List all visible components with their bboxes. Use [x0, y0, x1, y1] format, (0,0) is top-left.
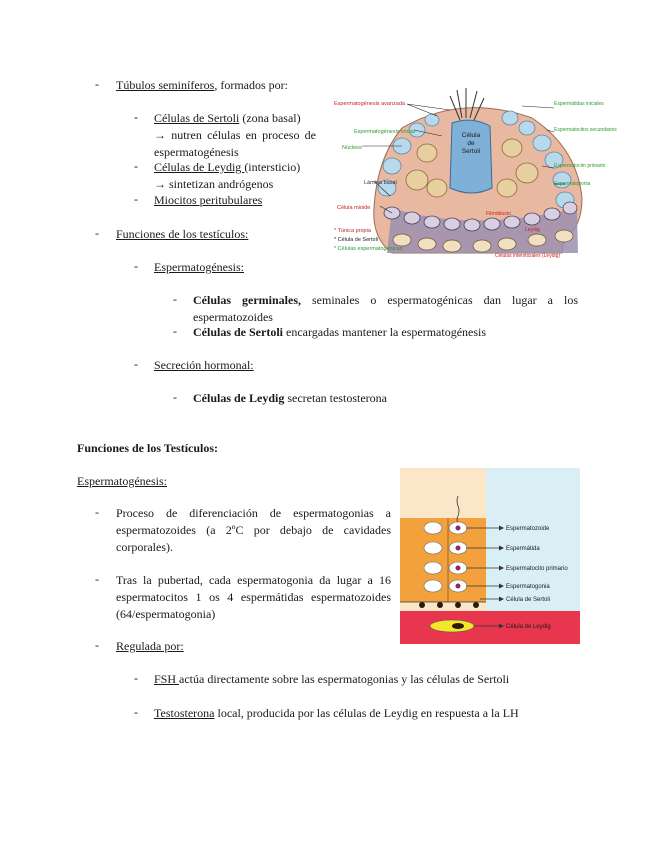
- leydig-desc: sintetizan andrógenos: [166, 177, 274, 191]
- bullet-dash: -: [134, 110, 138, 124]
- legend-item-2: * Células espermatogénicas: [334, 246, 403, 252]
- tubulos-rest: , formados por:: [214, 78, 288, 92]
- left-label-1: Espermatogénesis inicial: [354, 129, 415, 135]
- item2: Tras la pubertad, cada espermatogonia da lugar a 16 espermatocitos 1 os 4 espermátidas espermatozoides (64/espermatogonia): [116, 573, 391, 621]
- bullet-dash: -: [134, 259, 138, 273]
- tubulos-title: Túbulos seminíferos: [116, 78, 215, 92]
- testo-name: Testosterona: [154, 706, 215, 720]
- bullet-dash: -: [95, 638, 99, 652]
- espermatogenesis-item: Espermatogénesis:: [154, 260, 244, 274]
- fig2-label-2: Espermatocito primario: [506, 566, 568, 572]
- bullet-dash: -: [134, 192, 138, 206]
- bullet-dash: -: [95, 505, 99, 519]
- leydig2-bold: Células de Leydig: [193, 391, 285, 405]
- list-item: [193, 390, 387, 407]
- sertoli2-rest: encargadas mantener la espermatogénesis: [283, 325, 487, 339]
- legend-item-1: * Célula de Sertoli: [334, 237, 379, 243]
- fig2-label-4: Célula de Sertoli: [506, 597, 551, 603]
- leydig-name: Células de Leydig: [154, 160, 245, 174]
- sertoli-rest: (zona basal): [239, 111, 301, 125]
- list-item: [154, 705, 519, 722]
- funciones-item: Funciones de los testículos:: [116, 227, 249, 241]
- left-label-2: Núcleos: [342, 145, 362, 151]
- list-item: [193, 324, 486, 341]
- lower-label-2: Células intersticiales (Leydig): [495, 253, 561, 259]
- sertoli-desc: nutren células en proceso de espermatogénesis: [154, 128, 316, 159]
- miocitos-item: Miocitos peritubulares: [154, 193, 263, 207]
- center-label-2: de: [467, 140, 475, 147]
- bullet-dash: -: [173, 390, 177, 404]
- bullet-dash: -: [134, 671, 138, 685]
- bullet-dash: -: [134, 159, 138, 173]
- item1: Proceso de diferenciación de espermatogonias a espermatozoides (a 2ºC por debajo de cavidades corporales).: [116, 506, 391, 554]
- right-label-0: Espermátidas iniciales: [554, 101, 604, 107]
- arrow-icon: →: [154, 177, 166, 191]
- left-label-3: Lámina basal: [364, 180, 397, 186]
- sertoli-region: [400, 518, 486, 602]
- regulada-item: Regulada por:: [116, 639, 184, 653]
- legend-item-0: * Túnica propia: [334, 228, 371, 234]
- fsh-name: FSH: [154, 672, 180, 686]
- fig2-label-0: Espermatozoide: [506, 526, 550, 532]
- list-item: [154, 671, 509, 688]
- leydig-region: [400, 611, 580, 644]
- bullet-dash: -: [134, 357, 138, 371]
- germinales-rest: seminales o espermatogénicas dan lugar a los espermatozoides: [193, 293, 578, 324]
- bullet-dash: -: [95, 572, 99, 586]
- lower-label-1: Leydig: [525, 227, 540, 233]
- list-item: [193, 292, 578, 326]
- bullet-dash: -: [95, 77, 99, 91]
- list-item: [154, 159, 316, 193]
- section2-subheading: Espermatogénesis:: [77, 474, 167, 488]
- bullet-dash: -: [134, 705, 138, 719]
- sertoli-name: Células de Sertoli: [154, 111, 240, 125]
- testo-rest: local, producida por las células de Leydig en respuesta a la LH: [214, 706, 519, 720]
- fig2-label-5: Célula de Leydig: [506, 624, 551, 630]
- bullet-dash: -: [95, 226, 99, 240]
- right-label-1: Espermatocitos secundarios: [554, 127, 617, 133]
- spermatogenesis-schematic: [400, 468, 580, 644]
- section2-heading: Funciones de los Testículos:: [77, 441, 219, 455]
- fsh-rest: actúa directamente sobre las espermatogonias y las células de Sertoli: [179, 672, 510, 686]
- leydig-rest: (intersticio): [244, 160, 301, 174]
- center-label-3: Sertoli: [461, 148, 481, 155]
- secrecion-item: Secreción hormonal:: [154, 358, 254, 372]
- right-label-2: Espermatocito primario: [554, 163, 606, 169]
- bullet-dash: -: [173, 292, 177, 306]
- list-item: [154, 110, 316, 161]
- lower-label-0: Fibroblasto: [486, 211, 511, 217]
- left-label-0: Espermatogénesis avanzada: [334, 101, 405, 107]
- arrow-icon: →: [154, 128, 166, 142]
- right-label-3: Espermatogonia: [554, 181, 591, 187]
- left-label-4: Célula mioide: [337, 205, 371, 211]
- leydig2-rest: secretan testosterona: [284, 391, 387, 405]
- sertoli2-bold: Células de Sertoli: [193, 325, 283, 339]
- fig2-label-3: Espermatogonia: [506, 584, 550, 590]
- seminiferous-tubule-figure: [332, 88, 617, 264]
- list-item: [116, 77, 288, 94]
- center-label-1: Célula: [461, 132, 481, 139]
- bullet-dash: -: [173, 324, 177, 338]
- fig2-label-1: Espermátida: [506, 546, 540, 552]
- germinales-bold: Células germinales,: [193, 293, 301, 307]
